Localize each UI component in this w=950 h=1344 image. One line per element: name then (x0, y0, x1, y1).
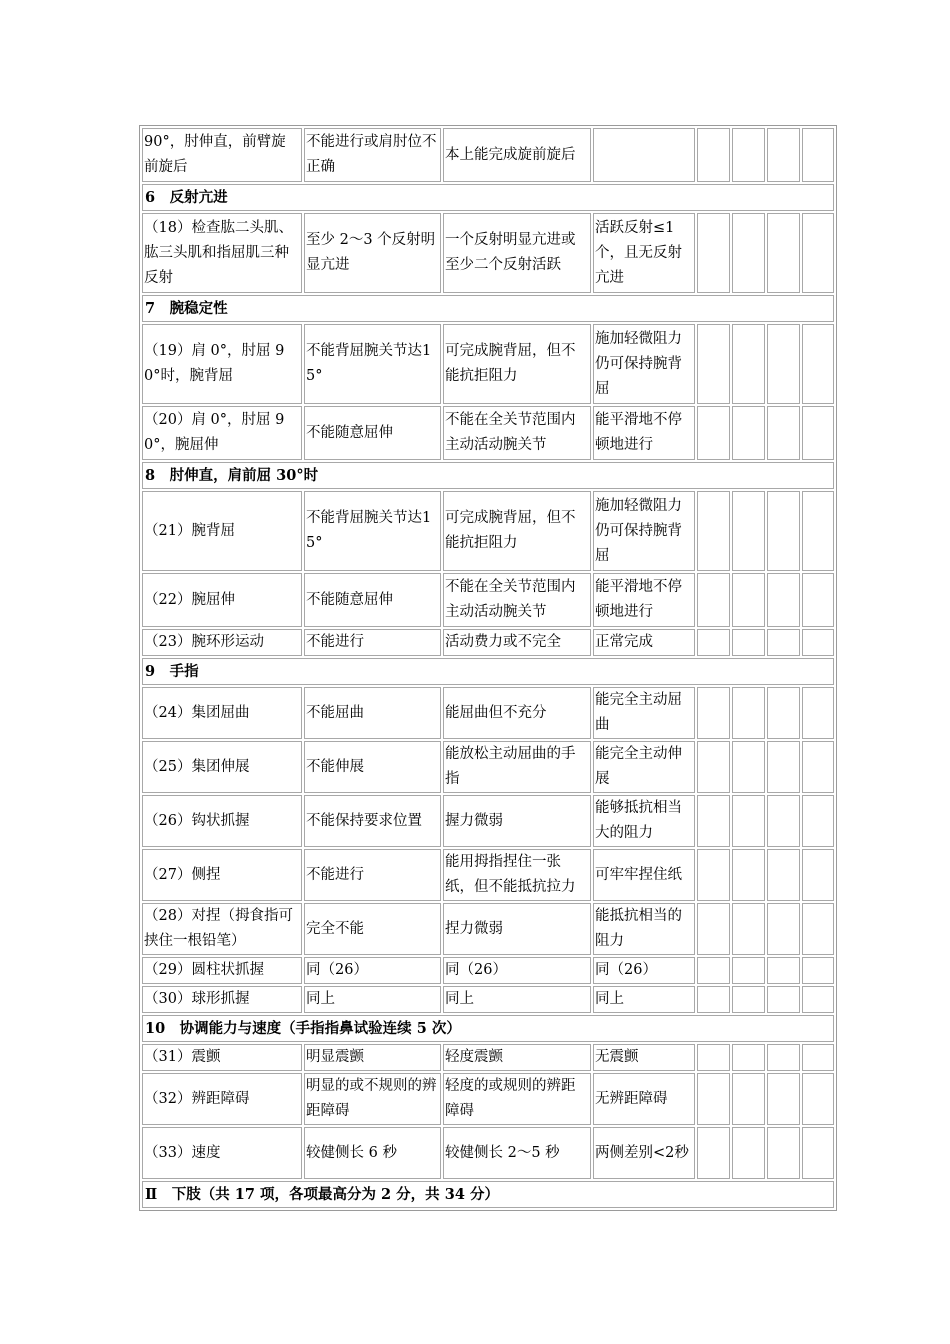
score-entry-cell[interactable] (697, 849, 730, 901)
item-cell: （19）肩 0°，肘屈 90°时，腕背屈 (142, 324, 302, 404)
section-header-row (142, 1015, 834, 1042)
score-entry-cell[interactable] (697, 629, 730, 656)
score-entry-cell[interactable] (732, 957, 765, 984)
section-header-row (142, 184, 834, 211)
table-row (142, 687, 834, 739)
score-entry-cell[interactable] (802, 491, 834, 571)
score-1-cell: 同上 (443, 986, 591, 1013)
item-cell: （24）集团屈曲 (142, 687, 302, 739)
table-row (142, 406, 834, 460)
score-2-cell: 无震颤 (593, 1044, 695, 1071)
score-entry-cell[interactable] (802, 1044, 834, 1071)
item-cell: （21）腕背屈 (142, 491, 302, 571)
score-entry-cell[interactable] (767, 687, 800, 739)
score-entry-cell[interactable] (697, 957, 730, 984)
score-entry-cell[interactable] (732, 629, 765, 656)
section-title: 6 反射亢进 (142, 184, 834, 211)
score-entry-cell[interactable] (802, 957, 834, 984)
score-entry-cell[interactable] (697, 687, 730, 739)
item-cell: （29）圆柱状抓握 (142, 957, 302, 984)
score-0-cell: 不能保持要求位置 (304, 795, 441, 847)
score-0-cell: 不能背屈腕关节达15° (304, 491, 441, 571)
table-row (142, 573, 834, 627)
score-entry-cell[interactable] (802, 629, 834, 656)
score-entry-cell[interactable] (802, 849, 834, 901)
score-1-cell: 同（26） (443, 957, 591, 984)
score-entry-cell[interactable] (732, 741, 765, 793)
score-2-cell: 能完全主动屈曲 (593, 687, 695, 739)
section-title: 9 手指 (142, 658, 834, 685)
table-row (142, 324, 834, 404)
score-entry-cell[interactable] (802, 1127, 834, 1179)
score-2-cell: 能完全主动伸展 (593, 741, 695, 793)
score-1-cell: 轻度震颤 (443, 1044, 591, 1071)
score-entry-cell[interactable] (732, 491, 765, 571)
score-1-cell: 一个反射明显亢进或至少二个反射活跃 (443, 213, 591, 293)
score-2-cell: 能抵抗相当的阻力 (593, 903, 695, 955)
score-0-cell: 不能随意屈伸 (304, 406, 441, 460)
score-0-cell: 较健侧长 6 秒 (304, 1127, 441, 1179)
score-0-cell: 不能进行 (304, 849, 441, 901)
score-2-cell: 两侧差别<2秒 (593, 1127, 695, 1179)
score-2-cell (593, 128, 695, 182)
table-row (142, 741, 834, 793)
item-cell: （28）对捏（拇食指可挟住一根铅笔） (142, 903, 302, 955)
score-2-cell: 能平滑地不停顿地进行 (593, 573, 695, 627)
score-entry-cell[interactable] (697, 573, 730, 627)
score-entry-cell[interactable] (732, 213, 765, 293)
score-1-cell: 能屈曲但不充分 (443, 687, 591, 739)
table-row (142, 629, 834, 656)
score-2-cell: 同上 (593, 986, 695, 1013)
score-entry-cell[interactable] (732, 687, 765, 739)
section-header-row (142, 658, 834, 685)
score-entry-cell[interactable] (767, 741, 800, 793)
score-2-cell: 能够抵抗相当大的阻力 (593, 795, 695, 847)
score-entry-cell[interactable] (697, 406, 730, 460)
item-cell: （31）震颤 (142, 1044, 302, 1071)
item-cell: （32）辨距障碍 (142, 1073, 302, 1125)
score-1-cell: 捏力微弱 (443, 903, 591, 955)
score-0-cell: 明显震颤 (304, 1044, 441, 1071)
score-entry-cell[interactable] (767, 1127, 800, 1179)
table-row (142, 903, 834, 955)
table-row (142, 849, 834, 901)
table-row (142, 795, 834, 847)
item-cell: （22）腕屈伸 (142, 573, 302, 627)
table-row (142, 986, 834, 1013)
score-entry-cell[interactable] (802, 406, 834, 460)
score-entry-cell[interactable] (767, 324, 800, 404)
item-cell: （30）球形抓握 (142, 986, 302, 1013)
score-0-cell: 不能随意屈伸 (304, 573, 441, 627)
score-1-cell: 能放松主动屈曲的手指 (443, 741, 591, 793)
section-header-row (142, 295, 834, 322)
score-1-cell: 可完成腕背屈，但不能抗拒阻力 (443, 324, 591, 404)
score-entry-cell[interactable] (767, 213, 800, 293)
score-entry-cell[interactable] (697, 1127, 730, 1179)
score-entry-cell[interactable] (767, 795, 800, 847)
score-entry-cell[interactable] (802, 324, 834, 404)
table-row (142, 957, 834, 984)
score-entry-cell[interactable] (767, 957, 800, 984)
score-1-cell: 本上能完成旋前旋后 (443, 128, 591, 182)
score-entry-cell[interactable] (732, 1044, 765, 1071)
score-0-cell: 不能背屈腕关节达15° (304, 324, 441, 404)
score-entry-cell[interactable] (802, 741, 834, 793)
score-entry-cell[interactable] (802, 1073, 834, 1125)
score-2-cell: 活跃反射≤1个，且无反射亢进 (593, 213, 695, 293)
score-entry-cell[interactable] (697, 128, 730, 182)
score-entry-cell[interactable] (802, 128, 834, 182)
score-entry-cell[interactable] (802, 573, 834, 627)
score-entry-cell[interactable] (732, 573, 765, 627)
item-cell: （20）肩 0°，肘屈 90°，腕屈伸 (142, 406, 302, 460)
score-entry-cell[interactable] (802, 795, 834, 847)
score-entry-cell[interactable] (732, 795, 765, 847)
score-1-cell: 不能在全关节范围内主动活动腕关节 (443, 573, 591, 627)
score-entry-cell[interactable] (767, 128, 800, 182)
score-entry-cell[interactable] (767, 491, 800, 571)
section-header-row (142, 462, 834, 489)
score-entry-cell[interactable] (767, 849, 800, 901)
score-entry-cell[interactable] (802, 687, 834, 739)
score-0-cell: 明显的或不规则的辨距障碍 (304, 1073, 441, 1125)
score-entry-cell[interactable] (732, 406, 765, 460)
score-entry-cell[interactable] (697, 986, 730, 1013)
score-1-cell: 可完成腕背屈，但不能抗拒阻力 (443, 491, 591, 571)
score-entry-cell[interactable] (732, 324, 765, 404)
score-0-cell: 完全不能 (304, 903, 441, 955)
score-entry-cell[interactable] (697, 903, 730, 955)
score-entry-cell[interactable] (697, 213, 730, 293)
score-entry-cell[interactable] (767, 986, 800, 1013)
score-0-cell: 不能进行或肩肘位不正确 (304, 128, 441, 182)
score-entry-cell[interactable] (732, 903, 765, 955)
score-entry-cell[interactable] (697, 1044, 730, 1071)
score-0-cell: 同上 (304, 986, 441, 1013)
score-entry-cell[interactable] (767, 903, 800, 955)
score-entry-cell[interactable] (767, 1073, 800, 1125)
score-0-cell: 不能进行 (304, 629, 441, 656)
score-entry-cell[interactable] (732, 986, 765, 1013)
score-1-cell: 能用拇指捏住一张纸，但不能抵抗拉力 (443, 849, 591, 901)
table-row (142, 1073, 834, 1125)
score-entry-cell[interactable] (802, 213, 834, 293)
table-row (142, 1044, 834, 1071)
score-0-cell: 至少 2～3 个反射明显亢进 (304, 213, 441, 293)
table-row (142, 128, 834, 182)
score-entry-cell[interactable] (767, 573, 800, 627)
section-title: 7 腕稳定性 (142, 295, 834, 322)
score-entry-cell[interactable] (697, 795, 730, 847)
score-entry-cell[interactable] (697, 1073, 730, 1125)
item-cell: （27）侧捏 (142, 849, 302, 901)
score-entry-cell[interactable] (732, 849, 765, 901)
table-body (142, 128, 834, 1208)
score-0-cell: 不能伸展 (304, 741, 441, 793)
score-entry-cell[interactable] (732, 128, 765, 182)
item-cell: （25）集团伸展 (142, 741, 302, 793)
item-cell: （26）钩状抓握 (142, 795, 302, 847)
score-0-cell: 同（26） (304, 957, 441, 984)
score-2-cell: 施加轻微阻力仍可保持腕背屈 (593, 324, 695, 404)
section-title: Ⅱ 下肢（共 17 项，各项最高分为 2 分，共 34 分） (142, 1181, 834, 1208)
score-entry-cell[interactable] (767, 629, 800, 656)
section-title: 8 肘伸直，肩前屈 30°时 (142, 462, 834, 489)
score-entry-cell[interactable] (802, 986, 834, 1013)
score-2-cell: 正常完成 (593, 629, 695, 656)
score-2-cell: 无辨距障碍 (593, 1073, 695, 1125)
score-entry-cell[interactable] (697, 491, 730, 571)
score-entry-cell[interactable] (697, 324, 730, 404)
score-entry-cell[interactable] (697, 741, 730, 793)
section-header-row (142, 1181, 834, 1208)
table-row (142, 1127, 834, 1179)
fugl-meyer-assessment-table (139, 125, 837, 1211)
score-entry-cell[interactable] (732, 1127, 765, 1179)
score-0-cell: 不能屈曲 (304, 687, 441, 739)
table-row (142, 491, 834, 571)
score-1-cell: 轻度的或规则的辨距障碍 (443, 1073, 591, 1125)
score-2-cell: 同（26） (593, 957, 695, 984)
score-2-cell: 可牢牢捏住纸 (593, 849, 695, 901)
score-entry-cell[interactable] (767, 406, 800, 460)
table-row (142, 213, 834, 293)
score-entry-cell[interactable] (767, 1044, 800, 1071)
item-cell: （33）速度 (142, 1127, 302, 1179)
item-cell: 90°，肘伸直，前臂旋前旋后 (142, 128, 302, 182)
score-2-cell: 施加轻微阻力仍可保持腕背屈 (593, 491, 695, 571)
score-entry-cell[interactable] (732, 1073, 765, 1125)
score-1-cell: 活动费力或不完全 (443, 629, 591, 656)
item-cell: （23）腕环形运动 (142, 629, 302, 656)
item-cell: （18）检查肱二头肌、肱三头肌和指屈肌三种反射 (142, 213, 302, 293)
score-2-cell: 能平滑地不停顿地进行 (593, 406, 695, 460)
score-1-cell: 握力微弱 (443, 795, 591, 847)
score-entry-cell[interactable] (802, 903, 834, 955)
section-title: 10 协调能力与速度（手指指鼻试验连续 5 次） (142, 1015, 834, 1042)
score-1-cell: 较健侧长 2～5 秒 (443, 1127, 591, 1179)
score-1-cell: 不能在全关节范围内主动活动腕关节 (443, 406, 591, 460)
